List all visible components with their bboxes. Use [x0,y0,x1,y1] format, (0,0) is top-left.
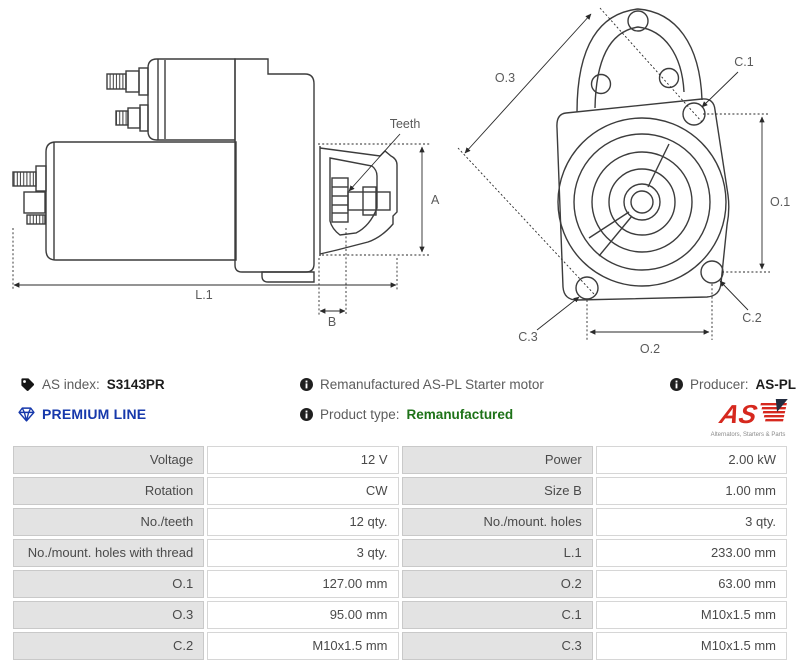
front-view-dimensions [458,8,770,340]
dim-label-teeth: Teeth [389,117,421,131]
spec-label-cell: C.2 [13,632,204,660]
spec-value-cell: 63.00 mm [596,570,787,598]
logo-text: AS [717,399,760,429]
spec-label-cell: O.2 [402,570,593,598]
spec-value-cell: 233.00 mm [596,539,787,567]
spec-label-cell: Size B [402,477,593,505]
table-row [13,477,787,505]
table-row [13,508,787,536]
table-row [13,570,787,598]
table-row [13,446,787,474]
dim-label-o3: O.3 [494,71,516,85]
spec-value-cell: 12 V [207,446,398,474]
spec-label-cell: No./mount. holes [402,508,593,536]
premium-line [18,404,146,424]
spec-label-cell: Rotation [13,477,204,505]
info-icon [670,378,683,391]
spec-label-cell: No./mount. holes with thread [13,539,204,567]
product-type-value: Remanufactured [406,406,514,422]
dim-label-c3: C.3 [518,330,538,344]
gem-icon [18,407,35,422]
dim-label-l1: L.1 [195,288,213,302]
table-row [13,539,787,567]
spec-label-cell: C.3 [402,632,593,660]
spec-value-cell: 1.00 mm [596,477,787,505]
spec-label-cell: C.1 [402,601,593,629]
as-index-value: S3143PR [106,376,165,392]
dim-label-o1: O.1 [770,195,791,209]
spec-value-cell: 12 qty. [207,508,398,536]
info-icon [300,408,313,421]
front-view-drawing [557,9,729,300]
spec-value-cell: CW [207,477,398,505]
tag-icon [20,377,35,392]
product-description [300,374,544,394]
as-pl-logo [706,398,790,440]
dim-label-o2: O.2 [639,342,661,356]
product-type-label: Product type: [320,406,400,422]
spec-label-cell: Power [402,446,593,474]
side-view-drawing [13,59,397,282]
spec-value-cell: 127.00 mm [207,570,398,598]
producer [670,374,796,394]
spec-value-cell: 95.00 mm [207,601,398,629]
as-index-label: AS index: [42,376,100,392]
premium-line-label: PREMIUM LINE [42,406,147,422]
spec-value-cell: 3 qty. [596,508,787,536]
spec-value-cell: M10x1.5 mm [596,632,787,660]
dim-label-a: A [431,193,440,207]
producer-label: Producer: [690,376,749,392]
spec-label-cell: L.1 [402,539,593,567]
spec-value-cell: M10x1.5 mm [596,601,787,629]
spec-label-cell: No./teeth [13,508,204,536]
spec-label-cell: O.3 [13,601,204,629]
spec-value-cell: 2.00 kW [596,446,787,474]
product-info-bar [0,365,800,441]
description-text: Remanufactured AS-PL Starter motor [320,376,544,392]
spec-table [10,443,790,663]
dim-label-b: B [327,315,337,329]
spec-label-cell: O.1 [13,570,204,598]
spec-value-cell: M10x1.5 mm [207,632,398,660]
table-row [13,601,787,629]
table-row [13,632,787,660]
dim-label-c1: C.1 [734,55,754,69]
spec-value-cell: 3 qty. [207,539,398,567]
as-index [20,374,165,394]
spec-label-cell: Voltage [13,446,204,474]
dim-label-c2: C.2 [742,311,762,325]
logo-tagline: Alternators, Starters & Parts [710,432,786,438]
producer-value: AS-PL [755,376,797,392]
product-type [300,404,513,424]
info-icon [300,378,313,391]
